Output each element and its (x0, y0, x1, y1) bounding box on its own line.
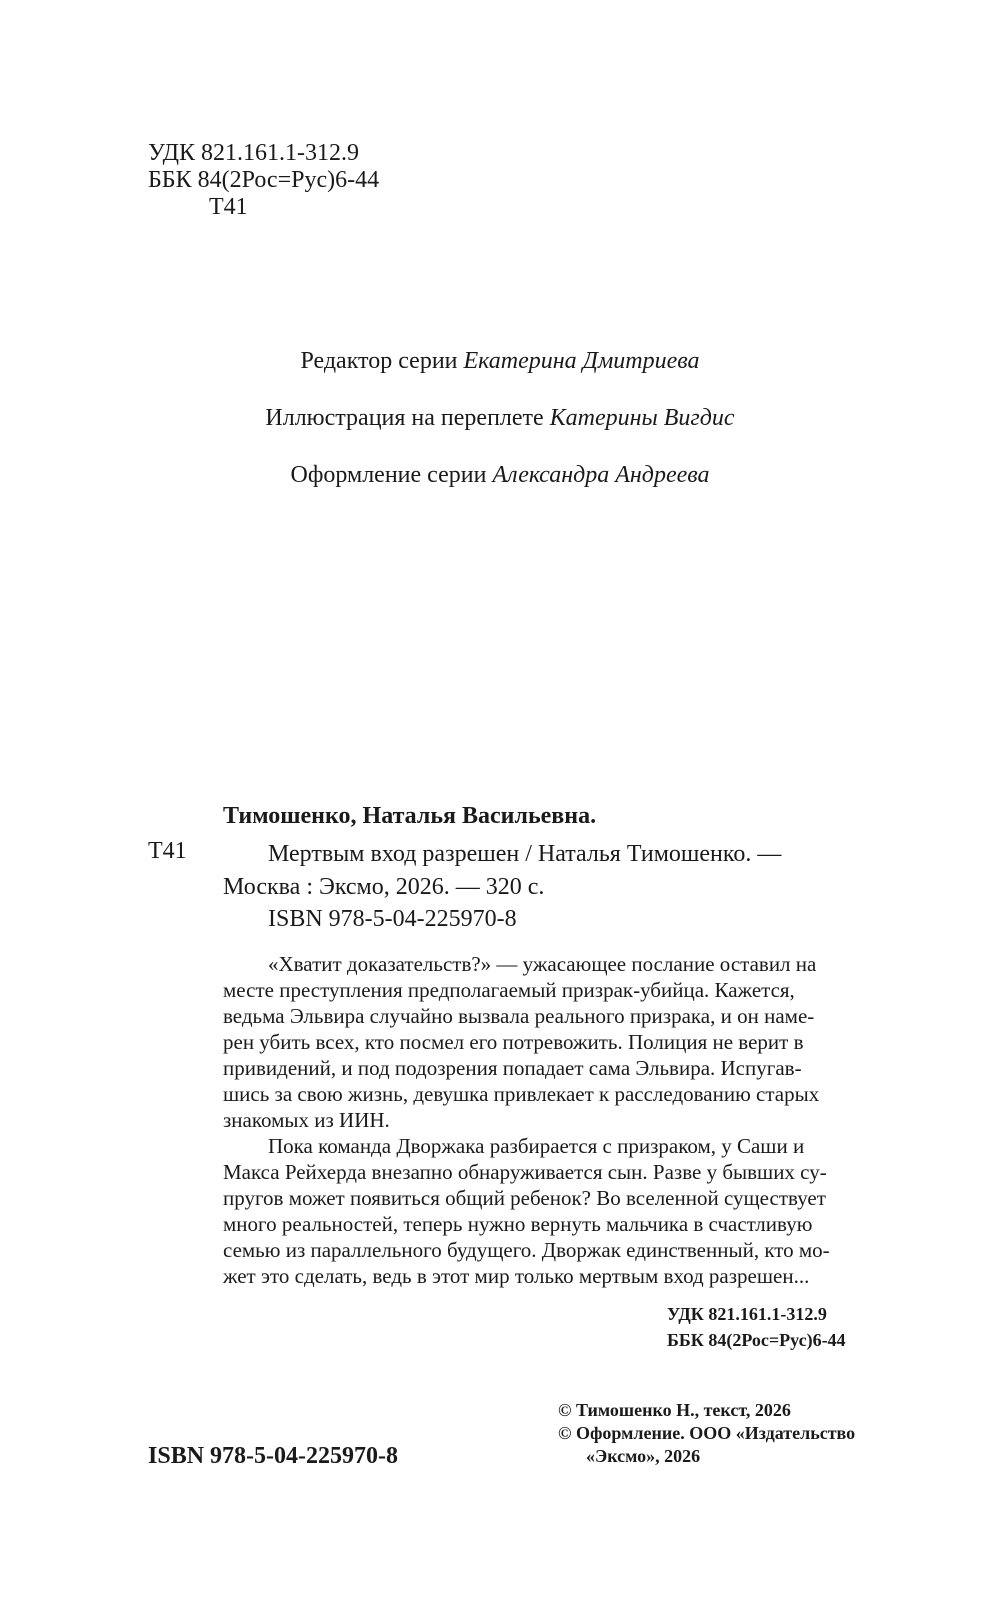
annotation-line: Пока команда Дворжака разбирается с призраком, у Саши и (268, 1134, 805, 1158)
credit-name: Екатерина Дмитриева (463, 348, 700, 374)
annotation (223, 951, 863, 1289)
isbn-main: ISBN 978-5-04-225970-8 (148, 1443, 398, 1469)
annotation-line: «Хватит доказательств?» — ужасающее послание оставил на (268, 952, 817, 976)
bibliography-side-mark: Т41 (148, 838, 187, 864)
annotation-line: шись за свою жизнь, девушка привлекает к расследованию старых (223, 1082, 820, 1106)
copyright-text: © Тимошенко Н., текст, 2026 (558, 1400, 791, 1420)
annotation-line: знакомых из ИИН. (223, 1108, 390, 1132)
footer-udk: УДК 821.161.1-312.9 (667, 1304, 827, 1324)
annotation-line: пругов может появиться общий ребенок? Во вселенной существует (223, 1186, 826, 1210)
annotation-line: семью из параллельного будущего. Дворжак единственный, кто мо- (223, 1238, 830, 1262)
credit-design (0, 462, 1000, 489)
credit-name: Александра Андреева (492, 462, 710, 488)
annotation-line: месте преступления предполагаемый призрак-убийца. Кажется, (223, 978, 795, 1002)
annotation-line: привидений, и под подозрения попадает сама Эльвира. Испугав- (223, 1056, 802, 1080)
annotation-line: Макса Рейхерда внезапно обнаруживается сын. Разве у бывших су- (223, 1160, 827, 1184)
bibliography-description (223, 805, 857, 904)
credit-role: Иллюстрация на переплете (265, 405, 550, 431)
footer-classification (667, 1301, 846, 1353)
annotation-line: много реальностей, теперь нужно вернуть мальчика в счастливую (223, 1212, 813, 1236)
annotation-line: жет это сделать, ведь в этот мир только мертвым вход разрешен... (223, 1264, 810, 1288)
classification-block (148, 140, 379, 221)
credit-name: Катерины Вигдис (549, 405, 735, 431)
credit-series-editor (0, 348, 1000, 375)
credit-illustration (0, 405, 1000, 432)
bbk-code: ББК 84(2Рос=Рус)6-44 (148, 167, 380, 193)
bibliography-isbn: ISBN 978-5-04-225970-8 (268, 906, 517, 932)
credit-role: Редактор серии (300, 348, 464, 374)
annotation-line: рен убить всех, кто посмел его потревожить. Полиция не верит в (223, 1030, 804, 1054)
copyright-publisher: «Эксмо», 2026 (586, 1446, 701, 1466)
copyright-design: © Оформление. ООО «Издательство (558, 1423, 856, 1443)
footer-bbk: ББК 84(2Рос=Рус)6-44 (667, 1330, 846, 1350)
bibliography-title-line: Мертвым вход разрешен / Наталья Тимошенко. — (268, 841, 782, 867)
annotation-line: ведьма Эльвира случайно вызвала реального призрака, и он наме- (223, 1004, 815, 1028)
credit-role: Оформление серии (290, 462, 493, 488)
author-mark: Т41 (209, 194, 248, 220)
udk-code: УДК 821.161.1-312.9 (148, 140, 359, 166)
bibliography-author: Тимошенко, Наталья Васильевна. (223, 803, 597, 829)
copyright-block (558, 1399, 855, 1468)
bibliography-publisher-line: Москва : Эксмо, 2026. — 320 с. (223, 874, 545, 900)
